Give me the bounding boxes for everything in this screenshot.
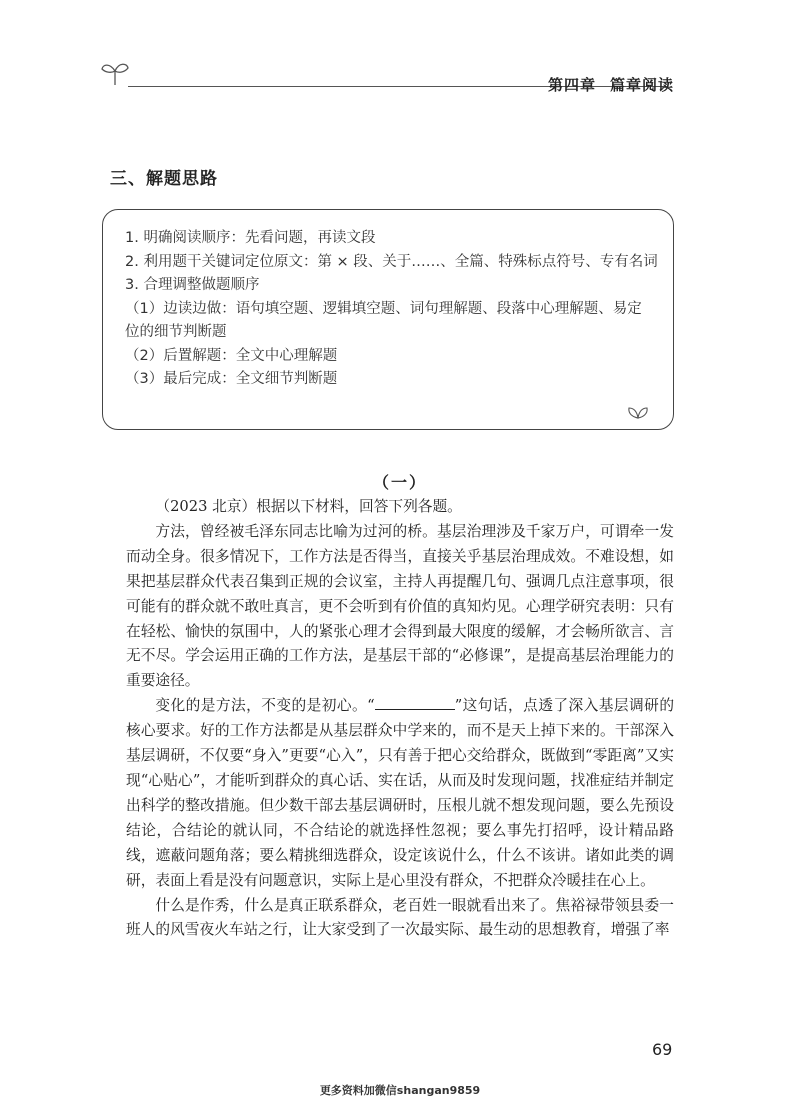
tips-box (102, 209, 674, 430)
footer-note: 更多资料加微信shangan9859 (319, 1084, 481, 1097)
tip-line: 1. 明确阅读顺序：先看问题，再读文段 (125, 230, 376, 246)
chapter-header (548, 74, 674, 95)
chapter-number: 第四章 (547, 76, 596, 94)
paragraph-text: 变化的是方法，不变的是初心。“ (155, 697, 375, 715)
paragraph (126, 694, 674, 893)
paragraph-text: ”这句话，点透了深入基层调研的核心要求。好的工作方法都是从基层群众中学来的，而不是天上掉下来的。干部深入基层调研，不仅要“身入”更要“心入”，只有善于把心交给群众，既做到“零距离”又实现“心贴心”，才能听到群众的真心话、实在话，从而及时发现问题，找准症结并制定出科学的整改措施。但少数干部去基层调研时，压根儿就不想发现问题，要么先预设结论，合结论的就认同，不合结论的就选择性忽视；要么事先打招呼，设计精品路线，遮蔽问题角落；要么精挑细选群众，设定该说什么，什么不该讲。诸如此类的调研，表面上看是没有问题意识，实际上是心里没有群众，不把群众冷暖挂在心上。 (126, 697, 675, 889)
sprout-icon (100, 58, 130, 90)
tip-line: 位的细节判断题 (125, 324, 227, 340)
tip-line: （2）后置解题：全文中心理解题 (125, 347, 338, 364)
chapter-title: 篇章阅读 (609, 76, 674, 94)
fill-in-blank (375, 695, 455, 710)
tip-line: 2. 利用题干关键词定位原文：第 × 段、关于……、全篇、特殊标点符号、专有名词 (125, 253, 658, 270)
passage-body (126, 495, 674, 943)
section-title: 三、解题思路 (110, 169, 218, 189)
paragraph: 方法，曾经被毛泽东同志比喻为过河的桥。基层治理涉及千家万户，可谓牵一发而动全身。很多情况下，工作方法是否得当，直接关乎基层治理成效。不难设想，如果把基层群众代表召集到正规的会议室，主持人再提醒几句、强调几点注意事项，很可能有的群众就不敢吐真言，更不会听到有价值的真知灼见。心理学研究表明：只有在轻松、愉快的氛围中，人的紧张心理才会得到最大限度的缓解，才会畅所欲言、言无不尽。学会运用正确的工作方法，是基层干部的“必修课”，是提高基层治理能力的重要途径。 (126, 522, 674, 690)
passage-intro: （2023 北京）根据以下材料，回答下列各题。 (155, 498, 462, 515)
leaf-icon (627, 404, 649, 423)
page-number: 69 (652, 1040, 673, 1059)
passage-heading: （一） (372, 473, 427, 492)
paragraph: 什么是作秀，什么是真正联系群众，老百姓一眼就看出来了。焦裕禄带领县委一班人的风雪夜火车站之行，让大家受到了一次最实际、最生动的思想教育，增强了率 (126, 896, 674, 939)
tip-line: 3. 合理调整做题顺序 (125, 277, 260, 293)
tip-line: （1）边读边做：语句填空题、逻辑填空题、词句理解题、段落中心理解题、易定 (125, 300, 642, 317)
tip-line: （3）最后完成：全文细节判断题 (125, 371, 338, 387)
